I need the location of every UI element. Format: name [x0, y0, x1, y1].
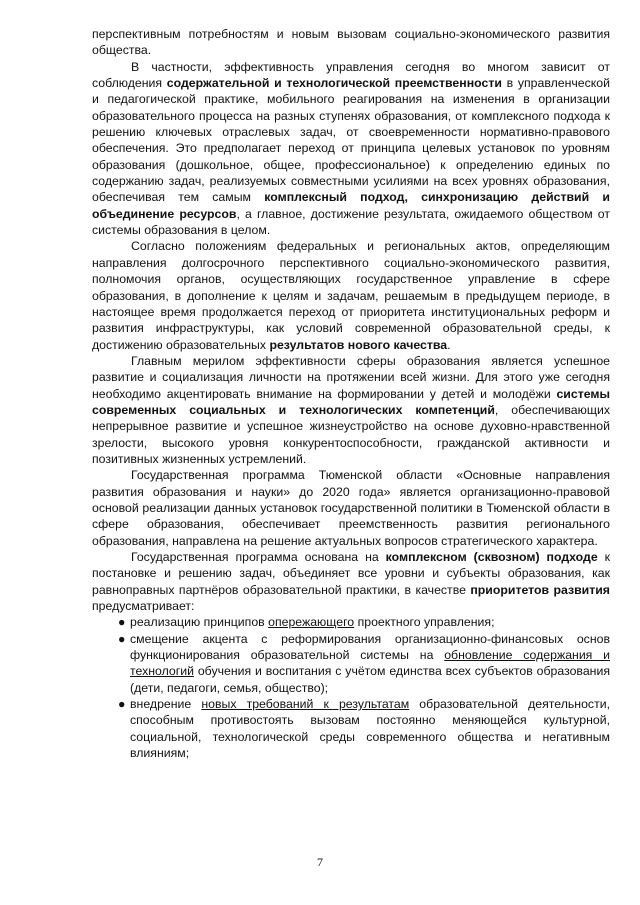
text-run: проектного управления; — [354, 615, 495, 630]
underlined-phrase: обновление содержания и технологий — [130, 648, 610, 679]
text-run: Согласно положениям федеральных и региональных актов, определяющим направления долгосрочного перспективного социально-экономического развития, полномочия органов, осуществляющих государственное управление в сфере образования, в дополнение к целям и задачам, решаемым в предыдущем периоде, в настоящее время продолжается переход от приоритета институциональных реформ и развития инфраструктуры, как условий современной образовательной среды, к достижению образовательных — [92, 239, 610, 352]
bold-phrase: комплексном (сквозном) подходе — [385, 550, 598, 564]
text-run: Главным мерилом эффективности сферы образования является успешное развитие и социализация личности на протяжении всей жизни. Для этого уже сегодня необходимо акцентировать внимание на формировании у детей и молодёжи — [92, 353, 610, 401]
text-run: внедрение — [130, 697, 202, 712]
bold-phrase: приоритетов развития — [470, 582, 610, 597]
bullet-icon: ● — [118, 697, 126, 712]
paragraph — [92, 26, 610, 59]
bold-phrase: результатов нового качества — [269, 337, 448, 352]
priorities-list — [92, 614, 610, 761]
bullet-icon: ● — [118, 631, 126, 646]
text-run: В частности, эффективность управления сегодня во многом зависит от соблюдения — [92, 59, 610, 91]
page-number: 7 — [317, 855, 323, 869]
text-run: . — [447, 337, 451, 352]
text-run: Государственная программа основана на — [131, 550, 386, 564]
text-run: перспективным потребностям и новым вызовам социально-экономического развития общества. — [92, 27, 610, 58]
text-run: предусматривает: — [92, 599, 195, 614]
paragraph — [92, 238, 610, 352]
document-page — [92, 26, 610, 761]
underlined-phrase: новых требований к результатам — [201, 697, 410, 712]
body-text — [92, 26, 610, 614]
text-run: в управленческой и педагогической практике, мобильного реагирования на изменения в организации образовательного процесса на разных ступенях образования, от комплексного подхода к решению ключевых отраслевых задач, от своевременности нормативно-правового обеспечения. Это предполагает переход от принципа целевых установок по уровням образования (дошкольное, общее, профессиональное) к определению единых по содержанию задач, реализуемых совместными усилиями на всех уровнях образования, обеспечивая тем самым — [92, 76, 610, 205]
list-item — [92, 614, 610, 630]
list-item — [92, 631, 610, 696]
bullet-icon: ● — [118, 615, 126, 630]
bold-phrase: комплексный подход, синхронизацию действий и объединение ресурсов — [92, 190, 610, 221]
underlined-phrase: опережающего — [268, 615, 355, 630]
text-run: смещение акцента с реформирования организационно-финансовых основ функционирования образовательной системы на — [130, 631, 610, 663]
text-run: к постановке и решению задач, объединяет все уровни и субъекты образования, как равноправных партнёров образовательной практики, в качестве — [92, 550, 610, 597]
text-run: образовательной деятельности, способным противостоять вызовам постоянно меняющейся культурной, социальной, технологической среды современного общества и негативным влияниям; — [130, 697, 610, 761]
text-run: обучения и воспитания с учётом единства всех субъектов образования (дети, педагоги, семья, общество); — [130, 664, 610, 695]
text-run: Государственная программа Тюменской области «Основные направления развития образования и науки» до 2020 года» является организационно-правовой основой реализации данных установок государственной политики в Тюменской области в сфере образования, обеспечивает преемственность развития регионального образования, направлена на решение актуальных вопросов стратегического характера. — [92, 468, 610, 548]
text-run: , а главное, достижение результата, ожидаемого обществом от системы образования в целом. — [92, 206, 610, 238]
bold-phrase: содержательной и технологической преемственности — [166, 76, 502, 91]
list-item — [92, 696, 610, 761]
paragraph — [92, 59, 610, 239]
text-run: , обеспечивающих непрерывное развитие и успешное жизнеустройство на основе духовно-нравственной зрелости, высокого уровня конкурентоспособности, гражданской активности и позитивных жизненных устремлений. — [92, 402, 610, 466]
text-run: реализацию принципов — [130, 615, 269, 630]
paragraph — [92, 549, 610, 614]
paragraph — [92, 353, 610, 467]
bold-phrase: системы современных социальных и технологических компетенций — [92, 386, 610, 417]
paragraph — [92, 467, 610, 549]
